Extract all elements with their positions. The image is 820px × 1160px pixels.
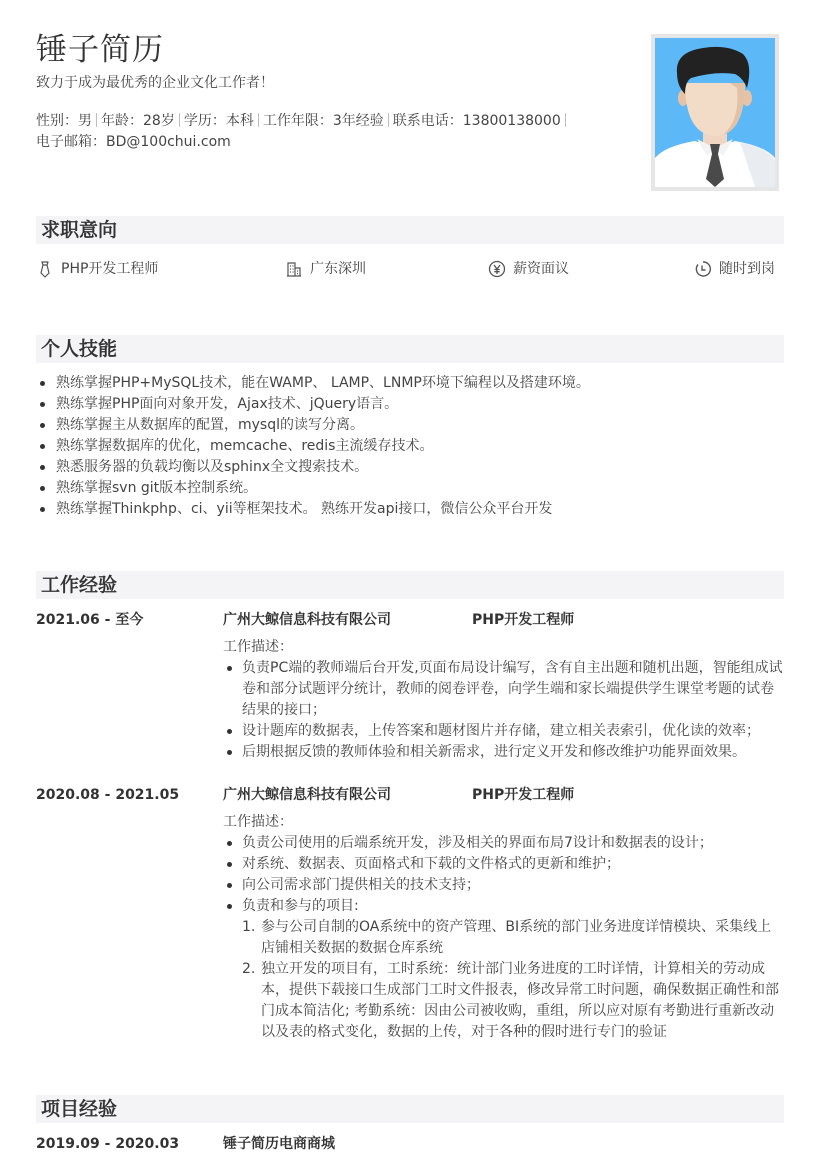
- info-email: 电子邮箱：BD@100chui.com: [36, 134, 231, 150]
- resume-name: 锤子简历: [36, 32, 164, 68]
- project-name: 锤子简历电商商城: [223, 1136, 335, 1152]
- yen-icon: [488, 260, 506, 278]
- separator: [565, 113, 566, 127]
- info-education: 学历：本科: [183, 113, 254, 129]
- job-intent-row: [36, 258, 784, 280]
- info-phone: 联系电话：13800138000: [392, 113, 561, 129]
- work-role: PHP开发工程师: [472, 612, 575, 628]
- project-sublist: [223, 917, 784, 1043]
- project-subitem: [242, 959, 784, 1043]
- info-gender: 性别：男: [36, 113, 92, 129]
- separator: [179, 113, 180, 127]
- work-date: 2020.08 - 2021.05: [36, 787, 180, 803]
- tie-icon: [36, 260, 54, 278]
- building-icon: [285, 260, 303, 278]
- work-description: [223, 637, 784, 763]
- intent-availability-label: 随时到岗: [719, 261, 775, 277]
- work-bullet: 负责公司使用的后端系统开发，涉及相关的界面布局7设计和数据表的设计；: [223, 833, 784, 854]
- work-role: PHP开发工程师: [472, 787, 575, 803]
- intent-position: [36, 258, 158, 280]
- skill-item: 熟练掌握Thinkphp、ci、yii等框架技术。 熟练开发api接口，微信公众平台开发: [36, 499, 784, 520]
- profile-photo: [651, 34, 779, 191]
- work-bullet: 负责PC端的教师端后台开发,页面布局设计编写，含有自主出题和随机出题，智能组成试卷和部分试题评分统计，教师的阅卷评卷，向学生端和家长端提供学生课堂考题的试卷结果的接口；: [223, 658, 784, 721]
- intent-position-label: PHP开发工程师: [61, 261, 159, 277]
- project-subitem-text: 独立开发的项目有，工时系统：统计部门业务进度的工时详情，计算相关的劳动成本，提供下载接口生成部门工时文件报表，修改异常工时问题，确保数据正确性和部门成本简洁化; 考勤系统：因由公司被收购，重组，所以应对原有考勤进行重新改动以及表的格式变化，数据的上传，对于各种的假时进行专门的验证: [261, 961, 779, 1040]
- skills-list: [36, 373, 784, 520]
- work-bullet: 负责和参与的项目:: [223, 896, 784, 917]
- info-age: 年龄：28岁: [101, 113, 175, 129]
- list-number: 1.: [242, 919, 256, 935]
- skill-item: 熟练掌握PHP+MySQL技术，能在WAMP、 LAMP、LNMP环境下编程以及搭建环境。: [36, 373, 784, 394]
- section-header-work-experience: [36, 571, 784, 599]
- separator: [96, 113, 97, 127]
- personal-info: [36, 111, 626, 153]
- personal-info-line-1: [36, 111, 626, 132]
- project-entry: [36, 1133, 784, 1157]
- project-subitem: [242, 917, 784, 959]
- work-bullets: [223, 833, 784, 917]
- intent-availability: [694, 258, 775, 280]
- work-bullet: 向公司需求部门提供相关的技术支持；: [223, 875, 784, 896]
- work-entry: [36, 784, 784, 1054]
- intent-location-label: 广东深圳: [310, 261, 366, 277]
- avatar-icon: [655, 38, 775, 187]
- separator: [388, 113, 389, 127]
- work-entry: [36, 609, 784, 769]
- section-header-project-experience: [36, 1095, 784, 1123]
- resume-motto: 致力于成为最优秀的企业文化工作者！: [36, 75, 274, 91]
- clock-icon: [694, 260, 712, 278]
- intent-salary-label: 薪资面议: [513, 261, 569, 277]
- project-date: 2019.09 - 2020.03: [36, 1136, 180, 1152]
- list-number: 2.: [242, 961, 256, 977]
- work-bullets: [223, 658, 784, 763]
- section-title: 个人技能: [41, 338, 118, 360]
- intent-location: [285, 258, 366, 280]
- skill-item: 熟练掌握主从数据库的配置，mysql的读写分离。: [36, 415, 784, 436]
- skill-item: 熟练掌握PHP面向对象开发，Ajax技术、jQuery语言。: [36, 394, 784, 415]
- work-bullet: 对系统、数据表、页面格式和下载的文件格式的更新和维护；: [223, 854, 784, 875]
- work-description-label: 工作描述：: [223, 814, 293, 830]
- work-date: 2021.06 - 至今: [36, 612, 144, 628]
- skill-item: 熟练掌握svn git版本控制系统。: [36, 478, 784, 499]
- section-header-job-intent: [36, 216, 784, 244]
- work-company: 广州大鲸信息科技有限公司: [223, 612, 391, 628]
- section-title: 工作经验: [41, 574, 118, 596]
- section-header-skills: [36, 335, 784, 363]
- separator: [258, 113, 259, 127]
- section-title: 项目经验: [41, 1098, 118, 1120]
- work-description: [223, 812, 784, 1043]
- work-bullet: 后期根据反馈的教师体验和相关新需求，进行定义开发和修改维护功能界面效果。: [223, 742, 784, 763]
- info-experience-years: 工作年限：3年经验: [262, 113, 384, 129]
- work-description-label: 工作描述：: [223, 639, 293, 655]
- skill-item: 熟练掌握数据库的优化，memcache、redis主流缓存技术。: [36, 436, 784, 457]
- section-title: 求职意向: [41, 219, 118, 241]
- resume-header: [36, 30, 626, 153]
- work-company: 广州大鲸信息科技有限公司: [223, 787, 391, 803]
- intent-salary: [488, 258, 569, 280]
- project-subitem-text: 参与公司自制的OA系统中的资产管理、BI系统的部门业务进度详情模块、采集线上店铺相关数据的数据仓库系统: [261, 919, 772, 956]
- skill-item: 熟悉服务器的负载均衡以及sphinx全文搜索技术。: [36, 457, 784, 478]
- work-bullet: 设计题库的数据表，上传答案和题材图片并存储，建立相关表索引，优化读的效率；: [223, 721, 784, 742]
